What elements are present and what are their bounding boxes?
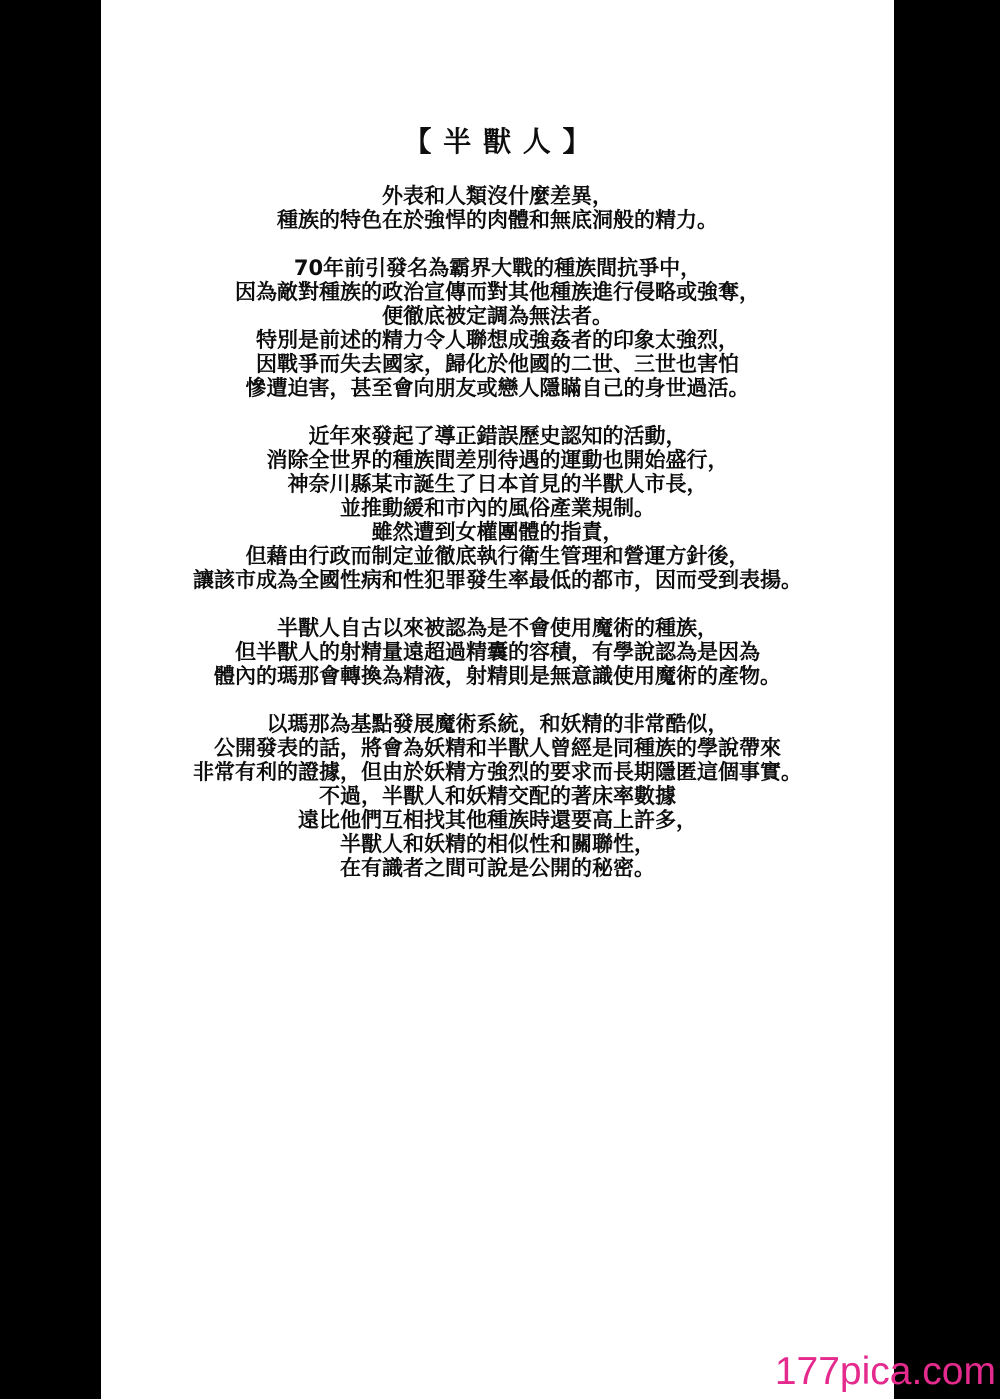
text-line: 近年來發起了導正錯誤歷史認知的活動，	[308, 424, 687, 448]
text-line: 以瑪那為基點發展魔術系統，和妖精的非常酷似，	[266, 712, 729, 736]
text-line: 非常有利的證據，但由於妖精方強烈的要求而長期隱匿這個事實。	[193, 760, 802, 784]
text-line: 在有識者之間可說是公開的秘密。	[340, 856, 655, 880]
text-line: 外表和人類沒什麼差異，	[382, 184, 613, 208]
text-line: 半獸人和妖精的相似性和關聯性，	[340, 832, 655, 856]
text-line: 但藉由行政而制定並徹底執行衛生管理和營運方針後，	[245, 544, 750, 568]
text-line: 遠比他們互相找其他種族時還要高上許多，	[298, 808, 697, 832]
page-content	[101, 0, 894, 880]
text-line: 公開發表的話，將會為妖精和半獸人曾經是同種族的學說帶來	[214, 736, 781, 760]
text-line: 但半獸人的射精量遠超過精囊的容積，有學說認為是因為	[235, 640, 760, 664]
text-line: 神奈川縣某市誕生了日本首見的半獸人市長，	[287, 472, 708, 496]
paragraph	[101, 184, 894, 232]
scanned-page	[101, 0, 894, 1399]
text-line: 因戰爭而失去國家，歸化於他國的二世、三世也害怕	[256, 352, 739, 376]
text-line: 慘遭迫害，甚至會向朋友或戀人隱瞞自己的身世過活。	[245, 376, 750, 400]
text-line: 體內的瑪那會轉換為精液，射精則是無意識使用魔術的產物。	[214, 664, 781, 688]
paragraph	[101, 712, 894, 880]
text-line: 讓該市成為全國性病和性犯罪發生率最低的都市，因而受到表揚。	[193, 568, 802, 592]
text-line: 因為敵對種族的政治宣傳而對其他種族進行侵略或強奪，	[235, 280, 760, 304]
text-line: 消除全世界的種族間差別待遇的運動也開始盛行，	[266, 448, 729, 472]
paragraph	[101, 256, 894, 400]
text-line: 半獸人自古以來被認為是不會使用魔術的種族，	[277, 616, 718, 640]
watermark: 177pica.com	[774, 1350, 996, 1393]
text-line: 特別是前述的精力令人聯想成強姦者的印象太強烈，	[256, 328, 739, 352]
paragraph	[101, 424, 894, 592]
text-line: 並推動緩和市內的風俗產業規制。	[340, 496, 655, 520]
page-title: 【 半 獸 人 】	[403, 125, 592, 158]
text-line: 雖然遭到女權團體的指責，	[371, 520, 624, 544]
text-line: 便徹底被定調為無法者。	[382, 304, 613, 328]
text-line: 70年前引發名為霸界大戰的種族間抗爭中，	[293, 256, 702, 280]
text-line: 種族的特色在於強悍的肉體和無底洞般的精力。	[277, 208, 718, 232]
text-line: 不過，半獸人和妖精交配的著床率數據	[319, 784, 676, 808]
paragraph	[101, 616, 894, 688]
